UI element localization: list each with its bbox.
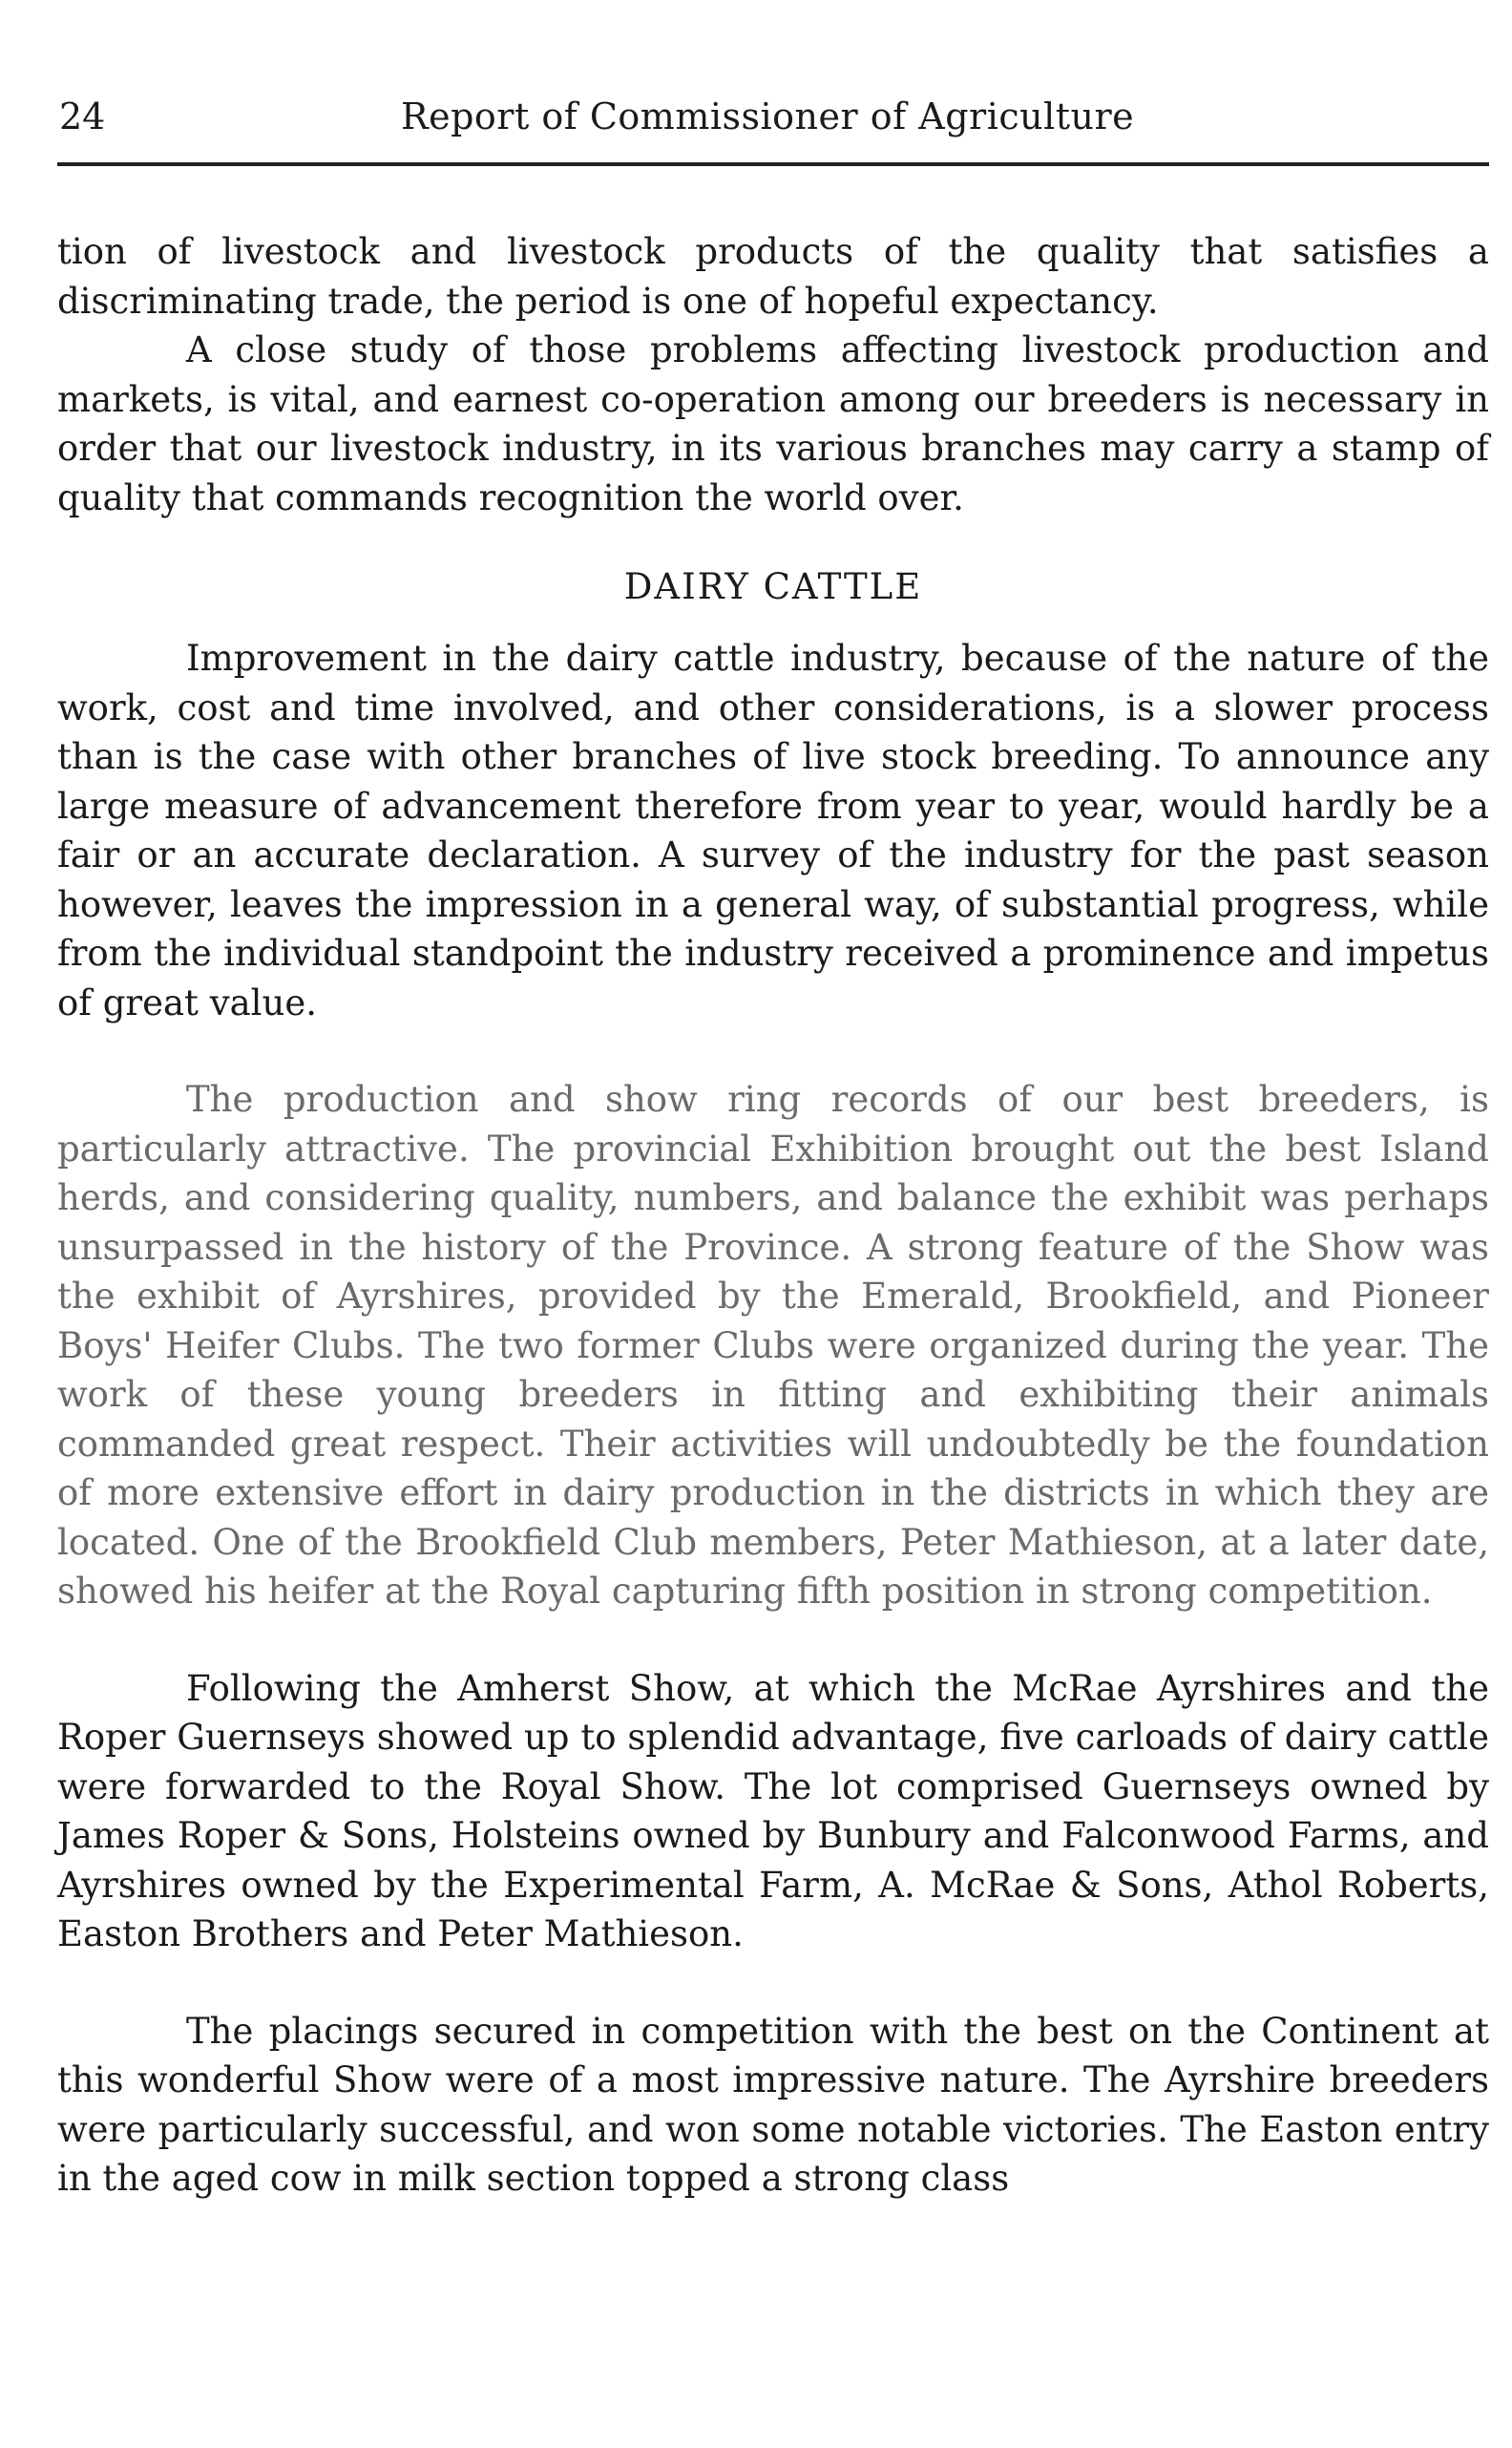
- section-heading: DAIRY CATTLE: [623, 566, 923, 607]
- running-header: [57, 95, 1489, 166]
- paragraph: A close study of those problems affecting livestock production and markets, is vital, and earnest co-operation among our breeders is necessary in order that our livestock industry, in its various branches may carry a stamp of quality that commands recognition the world over.: [57, 329, 1489, 518]
- body-text: [57, 227, 1489, 2204]
- page-number: 24: [59, 95, 106, 137]
- paragraph: Following the Amherst Show, at which the McRae Ayrshires and the Roper Guernseys showed up to splendid advantage, five carloads of dairy cattle were forwarded to the Royal Show. The lot comprised Guernseys owned by James Roper & Sons, Holsteins owned by Bunbury and Falconwood Farms, and Ayrshires owned by the Experimental Farm, A. McRae & Sons, Athol Roberts, Easton Brothers and Peter Mathieson.: [57, 1667, 1489, 1954]
- header-title: Report of Commissioner of Agriculture: [401, 95, 1135, 137]
- document-page: [57, 95, 1489, 2204]
- paragraph-continuation: tion of livestock and livestock products of the quality that satisfies a discriminating trade, the period is one of hopeful expectancy.: [57, 231, 1489, 322]
- paragraph: The production and show ring records of our best breeders, is particularly attractive. The provincial Exhibition brought out the best Island herds, and considering quality, numbers, and balance the exhibit was perhaps unsurpassed in the history of the Province. A strong feature of the Show was the exhibit of Ayrshires, provided by the Emerald, Brookfield, and Pioneer Boys' Heifer Clubs. The two former Clubs were organized during the year. The work of these young breeders in fitting and exhibiting their animals commanded great respect. Their activities will undoubtedly be the foundation of more extensive effort in dairy production in the districts in which they are located. One of the Brookfield Club members, Peter Mathieson, at a later date, showed his heifer at the Royal capturing fifth position in strong competition.: [57, 1079, 1489, 1612]
- paragraph: The placings secured in competition with the best on the Continent at this wonderful Show were of a most impressive nature. The Ayrshire breeders were particularly successful, and won some notable victories. The Easton entry in the aged cow in milk section topped a strong class: [57, 2010, 1489, 2199]
- paragraph: Improvement in the dairy cattle industry, because of the nature of the work, cost and time involved, and other considerations, is a slower process than is the case with other branches of live stock breeding. To announce any large measure of advancement therefore from year to year, would hardly be a fair or an accurate declaration. A survey of the industry for the past season however, leaves the impression in a general way, of substantial progress, while from the individual standpoint the industry received a prominence and impetus of great value.: [57, 638, 1489, 1024]
